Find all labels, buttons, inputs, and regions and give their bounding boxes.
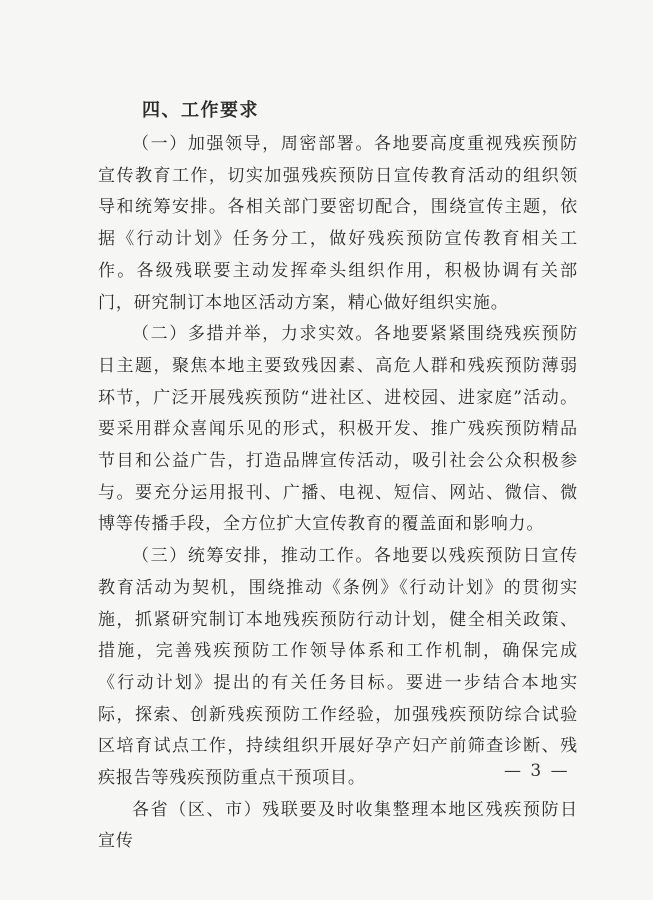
paragraph-1-body: 各地要高度重视残疾预防宣传教育工作，切实加强残疾预防日宣传教育活动的组织领导和统筹安排。各相关部门要密切配合，围绕宣传主题，依据《行动计划》任务分工，做好残疾预防宣传教育相关工作。各级残联要主动发挥牵头组织作用，积极协调有关部门，研究制订本地区活动方案，精心做好组织实施。	[98, 134, 578, 313]
document-body	[98, 93, 578, 858]
paragraph-2-body: 各地要紧紧围绕残疾预防日主题，聚焦本地主要致残因素、高危人群和残疾预防薄弱环节，广泛开展残疾预防“进社区、进校园、进家庭”活动。要采用群众喜闻乐见的形式，积极开发、推广残疾预防精品节目和公益广告，打造品牌宣传活动，吸引社会公众积极参与。要充分运用报刊、广播、电视、短信、网站、微信、微博等传播手段，全方位扩大宣传教育的覆盖面和影响力。	[98, 324, 578, 535]
paragraph-4-body: 各省（区、市）残联要及时收集整理本地区残疾预防日宣传	[98, 799, 578, 852]
paragraph-4	[98, 795, 578, 858]
paragraph-3-lead: （三）统筹安排，推动工作。	[132, 546, 374, 567]
paragraph-3-body: 各地要以残疾预防日宣传教育活动为契机，围绕推动《条例》《行动计划》的贯彻实施，抓紧研究制订本地残疾预防行动计划，健全相关政策、措施，完善残疾预防工作领导体系和工作机制，确保完成《行动计划》提出的有关任务目标。要进一步结合本地实际，探索、创新残疾预防工作经验，加强残疾预防综合试验区培育试点工作，持续组织开展好孕产妇产前筛查诊断、残疾报告等残疾预防重点干预项目。	[98, 546, 578, 789]
paragraph-2	[98, 319, 578, 541]
paragraph-2-lead: （二）多措并举，力求实效。	[132, 324, 374, 345]
paragraph-3	[98, 541, 578, 795]
paragraph-1-lead: （一）加强领导，周密部署。	[132, 134, 374, 154]
page-number: — 3 —	[504, 761, 570, 781]
section-heading: 四、工作要求	[142, 100, 259, 121]
paragraph-1	[98, 129, 578, 319]
